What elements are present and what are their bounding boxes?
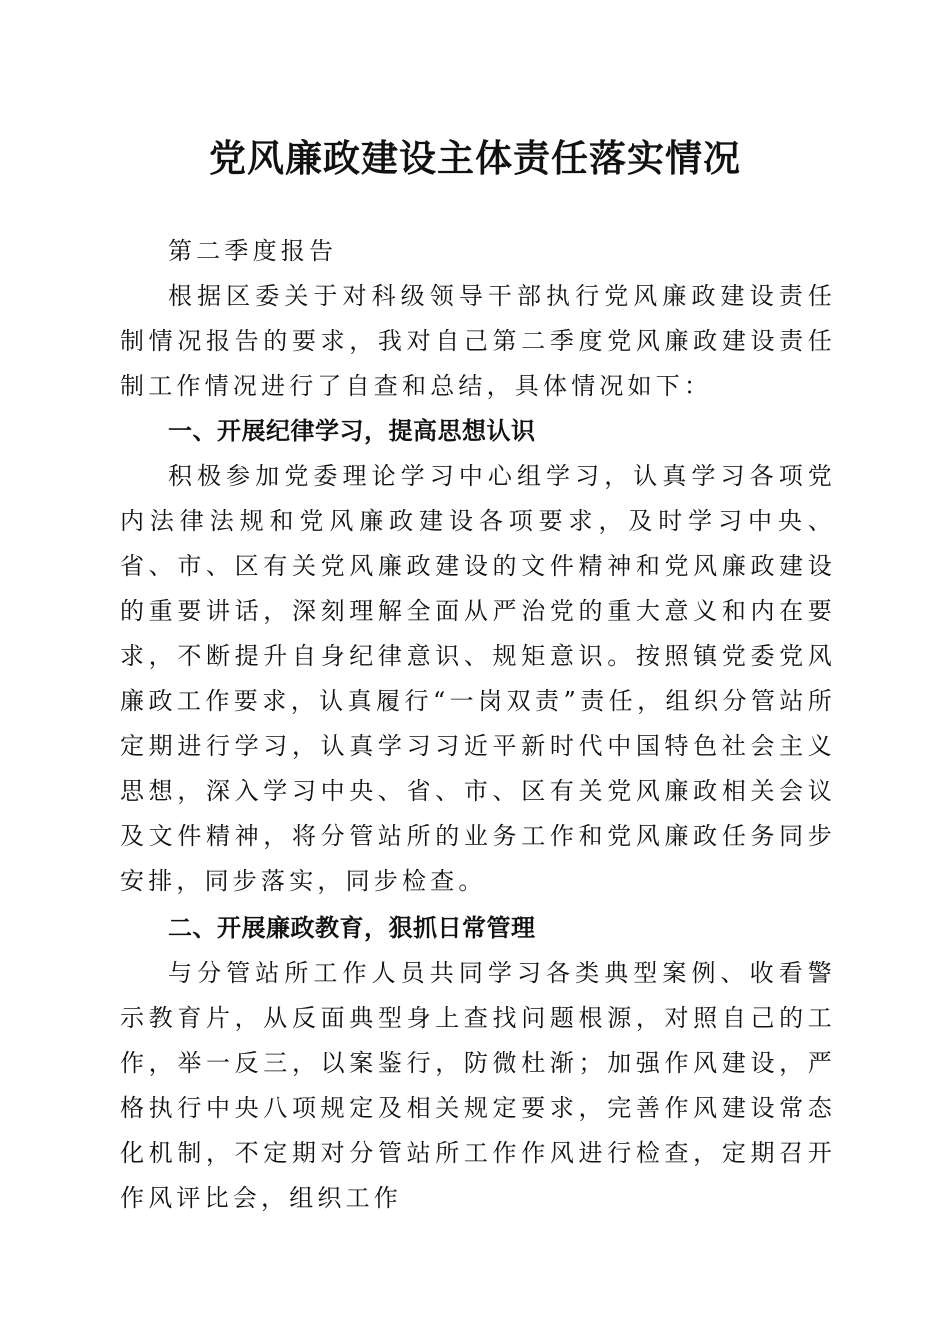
document-body [120, 229, 836, 1221]
intro-paragraph: 根据区委关于对科级领导干部执行党风廉政建设责任制情况报告的要求，我对自己第二季度党风廉政建设责任制工作情况进行了自查和总结，具体情况如下： [120, 282, 836, 400]
section-1-paragraph: 积极参加党委理论学习中心组学习，认真学习各项党内法律法规和党风廉政建设各项要求，及时学习中央、省、市、区有关党风廉政建设的文件精神和党风廉政建设的重要讲话，深刻理解全面从严治党的重大意义和内在要求，不断提升自身纪律意识、规矩意识。按照镇党委党风廉政工作要求，认真履行“一岗双责”责任，组织分管站所定期进行学习，认真学习习近平新时代中国特色社会主义思想，深入学习中央、省、市、区有关党风廉政相关会议及文件精神，将分管站所的业务工作和党风廉政任务同步安排，同步落实，同步检查。 [120, 462, 836, 895]
section-2-paragraph: 与分管站所工作人员共同学习各类典型案例、收看警示教育片，从反面典型身上查找问题根源，对照自己的工作，举一反三，以案鉴行，防微杜渐；加强作风建设，严格执行中央八项规定及相关规定要求，完善作风建设常态化机制，不定期对分管站所工作作风进行检查，定期召开作风评比会，组织工作 [120, 959, 836, 1212]
section-2-heading: 二、开展廉政教育，狠抓日常管理 [168, 914, 536, 942]
document-title: 党风廉政建设主体责任落实情况 [209, 136, 741, 180]
subtitle-paragraph: 第二季度报告 [168, 237, 338, 265]
section-1-heading: 一、开展纪律学习，提高思想认识 [168, 417, 536, 445]
